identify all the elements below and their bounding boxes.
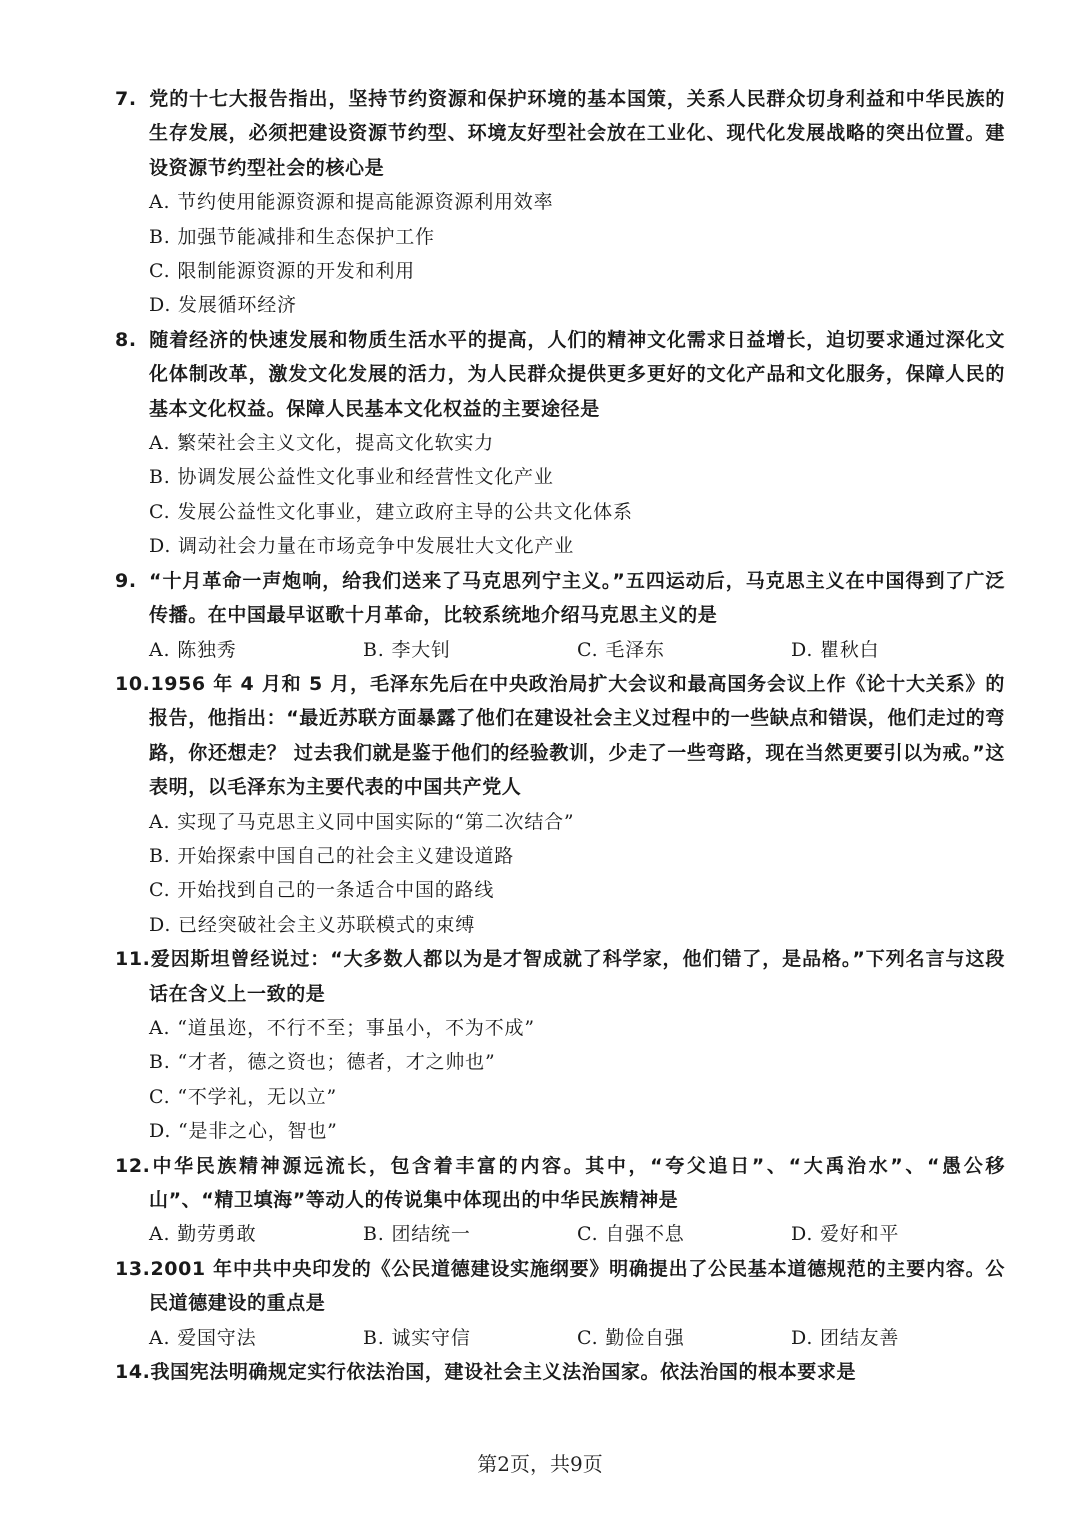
option-a: A. 节约使用能源资源和提高能源资源利用效率: [149, 191, 554, 214]
question-text: 党的十七大报告指出，坚持节约资源和保护环境的基本国策，关系人民群众切身利益和中华民族的生存发展，必须把建设资源节约型、环境友好型社会放在工业化、现代化发展战略的突出位置。建设资源节约型社会的核心是: [149, 88, 1005, 179]
page-footer: 第2页，共9页: [477, 1452, 603, 1476]
question-14: [115, 1355, 1005, 1389]
question-text: 爱因斯坦曾经说过：“大多数人都以为是才智成就了科学家，他们错了，是品格。”下列名言与这段话在含义上一致的是: [149, 948, 1005, 1005]
question-number: 7.: [115, 88, 137, 110]
option-d: D. 团结友善: [791, 1326, 900, 1349]
question-8: [115, 323, 1005, 564]
question-10: [115, 667, 1005, 942]
question-text: 中华民族精神源远流长，包含着丰富的内容。其中，“夸父追日”、“大禹治水”、“愚公移山”、“精卫填海”等动人的传说集中体现出的中华民族精神是: [149, 1154, 1005, 1211]
question-stem: [115, 1355, 1005, 1389]
question-number: 9.: [115, 569, 137, 592]
option-b: B. 开始探索中国自己的社会主义建设道路: [149, 844, 515, 867]
question-text: 1956 年 4 月和 5 月，毛泽东先后在中央政治局扩大会议和最高国务会议上作《论十大关系》的报告，他指出：“最近苏联方面暴露了他们在建设社会主义过程中的一些缺点和错误，他们走过的弯路，你还想走？ 过去我们就是鉴于他们的经验教训，少走了一些弯路，现在当然更要引以为戒。”这表明，以毛泽东为主要代表的中国共产党人: [149, 672, 1005, 799]
question-number: 12.: [115, 1154, 151, 1177]
question-number: 13.: [115, 1257, 151, 1280]
question-stem: [115, 1252, 1005, 1321]
option-a: A. “道虽迩，不行不至；事虽小，不为不成”: [149, 1016, 535, 1039]
options: [115, 1321, 1005, 1355]
option-a: A. 勤劳勇敢: [149, 1223, 257, 1246]
option-b: B. “才者，德之资也；德者，才之帅也”: [149, 1051, 496, 1074]
question-text: 随着经济的快速发展和物质生活水平的提高，人们的精神文化需求日益增长，迫切要求通过深化文化体制改革，激发文化发展的活力，为人民群众提供更多更好的文化产品和文化服务，保障人民的基本文化权益。保障人民基本文化权益的主要途径是: [149, 328, 1005, 420]
option-d: D. “是非之心，智也”: [149, 1120, 338, 1143]
option-a: A. 繁荣社会主义文化，提高文化软实力: [149, 432, 495, 455]
question-12: [115, 1149, 1005, 1252]
option-b: B. 诚实守信: [363, 1326, 471, 1349]
option-b: B. 团结统一: [363, 1223, 471, 1246]
question-stem: [115, 564, 1005, 633]
option-c: C. 发展公益性文化事业，建立政府主导的公共文化体系: [149, 500, 633, 523]
option-c: C. 毛泽东: [577, 638, 665, 661]
option-d: D. 瞿秋白: [791, 638, 880, 661]
option-c: C. 限制能源资源的开发和利用: [149, 260, 415, 283]
question-text: 我国宪法明确规定实行依法治国，建设社会主义法治国家。依法治国的根本要求是: [150, 1361, 857, 1384]
option-b: B. 协调发展公益性文化事业和经营性文化产业: [149, 466, 554, 489]
option-d: D. 已经突破社会主义苏联模式的束缚: [149, 913, 476, 936]
option-c: C. “不学礼，无以立”: [149, 1085, 337, 1108]
question-list: [115, 82, 1005, 1389]
options: [115, 633, 1005, 667]
options: [115, 185, 1005, 323]
question-13: [115, 1252, 1005, 1355]
option-b: B. 李大钊: [363, 638, 451, 661]
option-d: D. 调动社会力量在市场竞争中发展壮大文化产业: [149, 535, 575, 558]
options: [115, 1217, 1005, 1251]
question-stem: [115, 667, 1005, 805]
question-number: 14.: [115, 1361, 151, 1384]
question-number: 11.: [115, 948, 151, 971]
options: [115, 426, 1005, 564]
question-text: 2001 年中共中央印发的《公民道德建设实施纲要》明确提出了公民基本道德规范的主要内容。公民道德建设的重点是: [149, 1257, 1005, 1315]
question-stem: [115, 323, 1005, 426]
question-11: [115, 942, 1005, 1148]
option-d: D. 爱好和平: [791, 1223, 900, 1246]
question-stem: [115, 1149, 1005, 1218]
question-stem: [115, 82, 1005, 185]
question-text: “十月革命一声炮响，给我们送来了马克思列宁主义。”五四运动后，马克思主义在中国得到了广泛传播。在中国最早讴歌十月革命，比较系统地介绍马克思主义的是: [149, 569, 1005, 627]
question-number: 10.: [115, 672, 151, 695]
option-a: A. 陈独秀: [149, 638, 237, 661]
option-b: B. 加强节能减排和生态保护工作: [149, 225, 435, 248]
option-c: C. 自强不息: [577, 1223, 685, 1246]
option-d: D. 发展循环经济: [149, 294, 297, 317]
question-stem: [115, 942, 1005, 1011]
option-a: A. 爱国守法: [149, 1326, 257, 1349]
question-7: [115, 82, 1005, 323]
options: [115, 1011, 1005, 1149]
question-number: 8.: [115, 328, 137, 351]
option-a: A. 实现了马克思主义同中国实际的“第二次结合”: [149, 810, 575, 833]
option-c: C. 勤俭自强: [577, 1326, 685, 1349]
option-c: C. 开始找到自己的一条适合中国的路线: [149, 879, 495, 902]
question-9: [115, 564, 1005, 667]
options: [115, 805, 1005, 943]
